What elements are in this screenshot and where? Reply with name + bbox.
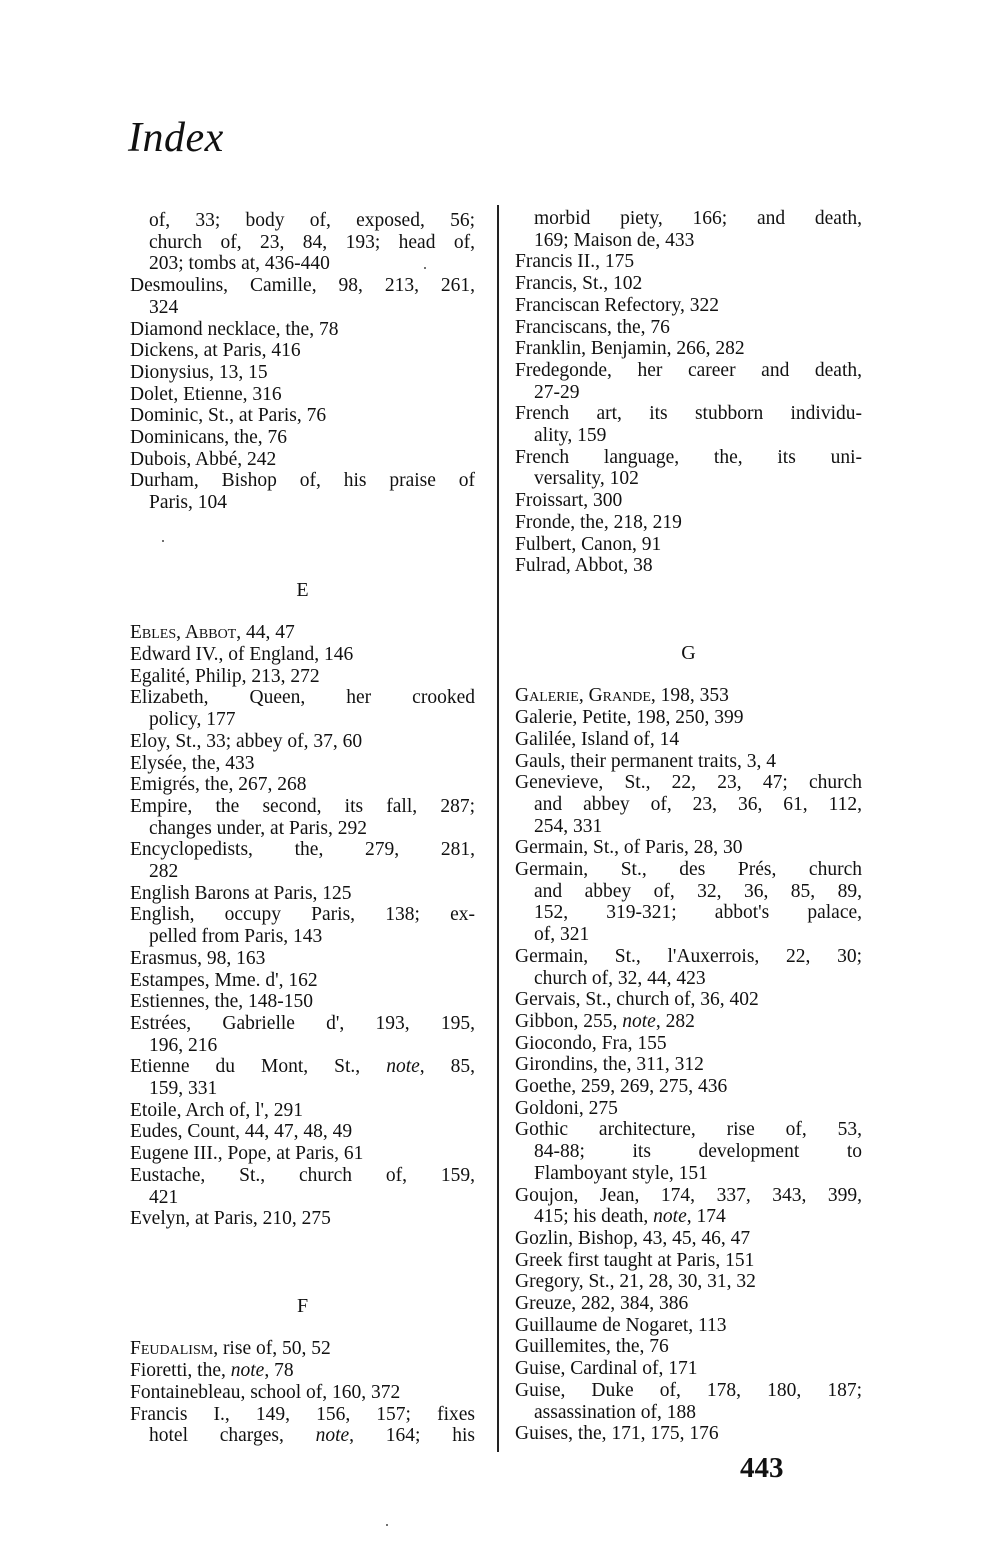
entry-text: Gibbon, 255, — [515, 1010, 623, 1032]
index-entry-line — [130, 405, 475, 427]
index-entry-line — [149, 1187, 475, 1209]
index-entry-line — [130, 796, 475, 818]
entry-text: Guises, the, 171, 175, 176 — [515, 1423, 719, 1445]
index-entry-line — [130, 687, 475, 709]
index-entry-line — [149, 492, 475, 514]
entry-text: 169; Maison de, 433 — [534, 229, 695, 251]
small-caps-term: Ebles, Abbot — [130, 622, 237, 644]
entry-text: Etoile, Arch of, l', 291 — [130, 1099, 304, 1121]
entry-text: 415; his death, — [534, 1206, 654, 1228]
entry-text: Durham, Bishop of, his praise of — [130, 470, 475, 492]
entry-text: Gauls, their permanent traits, 3, 4 — [515, 750, 777, 772]
entry-text: church of, 23, 84, 193; head of, — [149, 231, 475, 253]
index-entry-line — [130, 904, 475, 926]
entry-text: pelled from Paris, 143 — [149, 926, 323, 948]
page-number: 443 — [740, 1452, 784, 1484]
index-entry-line — [534, 881, 862, 903]
index-entry-line — [130, 883, 475, 905]
entry-text: Fontainebleau, school of, 160, 372 — [130, 1381, 401, 1403]
entry-text: and abbey of, 23, 36, 61, 112, — [534, 793, 862, 815]
entry-text: , rise of, 50, 52 — [213, 1338, 331, 1360]
index-entry-line — [515, 1054, 862, 1076]
entry-text: Fioretti, the, — [130, 1360, 231, 1382]
entry-text: Francis, St., 102 — [515, 273, 643, 295]
index-entry-line — [130, 970, 475, 992]
index-entry-line — [515, 1423, 862, 1445]
index-entry-line — [130, 622, 475, 644]
entry-text: Encyclopedists, the, 279, 281, — [130, 839, 475, 861]
entry-text: English, occupy Paris, 138; ex- — [130, 904, 475, 926]
index-entry-line — [130, 753, 475, 775]
index-entry-line — [130, 427, 475, 449]
index-entry-line — [515, 295, 862, 317]
entry-text: Giocondo, Fra, 155 — [515, 1032, 667, 1054]
entry-text: Fredegonde, her career and death, — [515, 359, 862, 381]
index-entry-line — [149, 297, 475, 319]
index-entry-line — [130, 449, 475, 471]
entry-text: Dolet, Etienne, 316 — [130, 383, 282, 405]
entry-text: Germain, St., of Paris, 28, 30 — [515, 837, 743, 859]
entry-text: Eudes, Count, 44, 47, 48, 49 — [130, 1121, 353, 1143]
entry-text: Guillaume de Nogaret, 113 — [515, 1314, 727, 1336]
small-caps-term: Feudalism — [130, 1338, 214, 1360]
entry-text: Etienne du Mont, St., — [130, 1056, 387, 1078]
index-entry-line — [534, 1402, 862, 1424]
index-entry-line — [515, 946, 862, 968]
italic-note: note — [386, 1056, 420, 1078]
italic-note: note — [622, 1010, 656, 1032]
index-entry-line — [534, 382, 862, 404]
entry-text: E — [296, 578, 309, 601]
entry-text: Eugene III., Pope, at Paris, 61 — [130, 1143, 364, 1165]
entry-text: Germain, St., l'Auxerrois, 22, 30; — [515, 945, 862, 967]
section-letter-heading — [130, 579, 475, 601]
entry-text: Franciscans, the, 76 — [515, 316, 670, 338]
entry-text: , 282 — [655, 1010, 695, 1032]
index-entry-line — [515, 1228, 862, 1250]
entry-text: Gervais, St., church of, 36, 402 — [515, 989, 759, 1011]
index-entry-line — [130, 1056, 475, 1078]
entry-text: 324 — [149, 296, 179, 318]
index-entry-line — [130, 644, 475, 666]
index-entry-line — [149, 253, 475, 275]
index-entry-line — [515, 1336, 862, 1358]
entry-text: , 198, 353 — [650, 685, 729, 707]
entry-text: Dominic, St., at Paris, 76 — [130, 405, 327, 427]
entry-text: G — [681, 642, 696, 664]
entry-text: of, 33; body of, exposed, 56; — [149, 210, 475, 231]
entry-text: , 164; his — [349, 1425, 475, 1447]
entry-text: Paris, 104 — [149, 492, 227, 514]
entry-text: Eloy, St., 33; abbey of, 37, 60 — [130, 730, 363, 752]
index-entry-line — [130, 1382, 475, 1404]
index-entry-line — [534, 1163, 862, 1185]
index-entry-line — [130, 1121, 475, 1143]
entry-text: Dubois, Abbé, 242 — [130, 448, 277, 470]
index-entry-line — [515, 729, 862, 751]
index-entry-line — [130, 1143, 475, 1165]
index-entry-line — [515, 989, 862, 1011]
index-entry-line — [515, 772, 862, 794]
entry-text: Erasmus, 98, 163 — [130, 947, 266, 969]
entry-text: Dionysius, 13, 15 — [130, 361, 268, 383]
index-entry-line — [149, 709, 475, 731]
entry-text: 27-29 — [534, 381, 580, 403]
entry-text: hotel charges, — [149, 1425, 316, 1447]
entry-text: changes under, at Paris, 292 — [149, 817, 367, 839]
index-entry-line — [534, 902, 862, 924]
index-entry-line — [515, 403, 862, 425]
index-entry-line — [130, 731, 475, 753]
entry-text: Gozlin, Bishop, 43, 45, 46, 47 — [515, 1227, 751, 1249]
index-entry-line — [130, 1338, 475, 1360]
index-entry-line — [515, 251, 862, 273]
index-entry-line — [149, 210, 475, 232]
entry-text: church of, 32, 44, 423 — [534, 967, 706, 989]
speck — [162, 540, 164, 542]
index-entry-line — [515, 555, 862, 577]
entry-text: morbid piety, 166; and death, — [534, 208, 862, 229]
entry-text: Gregory, St., 21, 28, 30, 31, 32 — [515, 1271, 756, 1293]
page-title: Index — [128, 115, 224, 161]
entry-text: F — [296, 1295, 309, 1317]
index-entry-line — [515, 273, 862, 295]
index-entry-line — [534, 468, 862, 490]
entry-text: Guillemites, the, 76 — [515, 1336, 669, 1358]
entry-text: Elysée, the, 433 — [130, 752, 255, 774]
entry-text: Fulbert, Canon, 91 — [515, 533, 662, 555]
index-entry-line — [515, 1358, 862, 1380]
entry-text: Diamond necklace, the, 78 — [130, 318, 339, 340]
entry-text: , 44, 47 — [236, 622, 295, 644]
index-entry-line — [149, 1425, 475, 1447]
entry-text: policy, 177 — [149, 709, 236, 731]
index-entry-line — [515, 1098, 862, 1120]
index-entry-line — [515, 1293, 862, 1315]
index-entry-line — [149, 232, 475, 254]
entry-text: versality, 102 — [534, 468, 639, 490]
small-caps-term: Galerie, Grande — [515, 685, 651, 707]
entry-text: Galilée, Island of, 14 — [515, 728, 680, 750]
index-entry-line — [130, 774, 475, 796]
entry-text: Dickens, at Paris, 416 — [130, 340, 301, 362]
entry-text: 152, 319-321; abbot's palace, — [534, 902, 862, 924]
entry-text: 254, 331 — [534, 815, 603, 837]
index-entry-line — [130, 1165, 475, 1187]
entry-text: Germain, St., des Prés, church — [515, 859, 862, 880]
entry-text: 196, 216 — [149, 1034, 218, 1056]
index-entry-line — [534, 924, 862, 946]
index-entry-line — [515, 1380, 862, 1402]
entry-text: Fulrad, Abbot, 38 — [515, 555, 653, 577]
entry-text: Galerie, Petite, 198, 250, 399 — [515, 707, 744, 729]
index-entry-line — [149, 818, 475, 840]
entry-text: , 78 — [264, 1360, 294, 1382]
entry-text: Francis II., 175 — [515, 251, 635, 273]
index-entry-line — [515, 490, 862, 512]
entry-text: ality, 159 — [534, 425, 607, 446]
index-entry-line — [130, 319, 475, 341]
index-entry-line — [130, 1404, 475, 1426]
index-entry-line — [515, 1315, 862, 1337]
index-entry-line — [515, 1076, 862, 1098]
entry-text: 203; tombs at, 436-440 — [149, 253, 330, 275]
entry-text: French art, its stubborn individu- — [515, 403, 862, 425]
entry-text: Goldoni, 275 — [515, 1097, 618, 1119]
index-entry-line — [515, 859, 862, 881]
entry-text: French language, the, its uni- — [515, 446, 862, 468]
entry-text: Eustache, St., church of, 159, — [130, 1164, 475, 1186]
section-letter-heading — [130, 1295, 475, 1317]
index-entry-line — [515, 685, 862, 707]
entry-text: 84-88; its development to — [534, 1141, 862, 1163]
entry-text: of, 321 — [534, 924, 590, 946]
index-entry-line — [130, 470, 475, 492]
entry-text: Guise, Cardinal of, 171 — [515, 1358, 698, 1380]
entry-text: Franciscan Refectory, 322 — [515, 294, 719, 316]
entry-text: Francis I., 149, 156, 157; fixes — [130, 1403, 475, 1425]
index-entry-line — [149, 1078, 475, 1100]
index-entry-line — [130, 666, 475, 688]
entry-text: Emigrés, the, 267, 268 — [130, 774, 307, 796]
index-entry-line — [149, 926, 475, 948]
index-entry-line — [515, 447, 862, 469]
index-entry-line — [515, 1033, 862, 1055]
entry-text: Genevieve, St., 22, 23, 47; church — [515, 772, 862, 794]
entry-text: Egalité, Philip, 213, 272 — [130, 665, 320, 687]
index-entry-line — [515, 317, 862, 339]
index-entry-line — [515, 707, 862, 729]
entry-text: Dominicans, the, 76 — [130, 427, 288, 448]
index-entry-line — [534, 230, 862, 252]
index-entry-line — [515, 338, 862, 360]
entry-text: 421 — [149, 1186, 179, 1208]
entry-text: English Barons at Paris, 125 — [130, 882, 352, 904]
index-entry-line — [515, 837, 862, 859]
index-entry-line — [130, 340, 475, 362]
italic-note: note — [653, 1206, 687, 1228]
entry-text: Guise, Duke of, 178, 180, 187; — [515, 1379, 862, 1401]
entry-text: and abbey of, 32, 36, 85, 89, — [534, 880, 862, 902]
index-entry-line — [149, 1035, 475, 1057]
entry-text: Evelyn, at Paris, 210, 275 — [130, 1208, 331, 1230]
index-entry-line — [130, 275, 475, 297]
index-entry-line — [130, 1208, 475, 1230]
entry-text: Estiennes, the, 148-150 — [130, 991, 314, 1013]
index-entry-line — [515, 1119, 862, 1141]
index-entry-line — [130, 839, 475, 861]
entry-text: Desmoulins, Camille, 98, 213, 261, — [130, 275, 475, 297]
entry-text: Girondins, the, 311, 312 — [515, 1054, 704, 1076]
column-divider — [497, 205, 499, 1452]
entry-text: Flamboyant style, 151 — [534, 1162, 708, 1184]
index-entry-line — [534, 425, 862, 447]
entry-text: Goethe, 259, 269, 275, 436 — [515, 1076, 728, 1097]
index-entry-line — [130, 991, 475, 1013]
index-entry-line — [534, 794, 862, 816]
index-entry-line — [130, 362, 475, 384]
index-entry-line — [130, 1013, 475, 1035]
italic-note: note — [230, 1360, 265, 1382]
index-entry-line — [515, 360, 862, 382]
italic-note: note — [315, 1425, 350, 1447]
entry-text: 159, 331 — [149, 1078, 218, 1099]
index-entry-line — [534, 1206, 862, 1228]
entry-text: , 85, — [419, 1056, 476, 1078]
entry-text: 282 — [149, 861, 179, 882]
index-entry-line — [149, 861, 475, 883]
entry-text: assassination of, 188 — [534, 1401, 696, 1423]
index-entry-line — [515, 751, 862, 773]
entry-text: Goujon, Jean, 174, 337, 343, 399, — [515, 1184, 862, 1206]
entry-text: Elizabeth, Queen, her crooked — [130, 687, 475, 709]
entry-text: Fronde, the, 218, 219 — [515, 511, 682, 533]
entry-text: Greek first taught at Paris, 151 — [515, 1249, 755, 1271]
index-entry-line — [534, 968, 862, 990]
index-entry-line — [130, 384, 475, 406]
section-letter-heading — [515, 642, 862, 664]
entry-text: Gothic architecture, rise of, 53, — [515, 1119, 862, 1141]
index-entry-line — [534, 816, 862, 838]
index-entry-line — [534, 208, 862, 230]
entry-text: Estampes, Mme. d', 162 — [130, 969, 318, 991]
entry-text: Estrées, Gabrielle d', 193, 195, — [130, 1012, 475, 1034]
index-entry-line — [515, 1250, 862, 1272]
entry-text: , 174 — [686, 1206, 726, 1228]
index-entry-line — [130, 1360, 475, 1382]
index-entry-line — [130, 948, 475, 970]
entry-text: Franklin, Benjamin, 266, 282 — [515, 338, 745, 360]
index-entry-line — [515, 1271, 862, 1293]
entry-text: Empire, the second, its fall, 287; — [130, 795, 475, 817]
index-entry-line — [515, 1185, 862, 1207]
entry-text: Froissart, 300 — [515, 490, 623, 512]
index-entry-line — [534, 1141, 862, 1163]
index-entry-line — [515, 512, 862, 534]
index-entry-line — [130, 1100, 475, 1122]
index-entry-line — [515, 534, 862, 556]
entry-text: Greuze, 282, 384, 386 — [515, 1293, 689, 1314]
index-entry-line — [515, 1011, 862, 1033]
entry-text: Edward IV., of England, 146 — [130, 644, 354, 665]
speck — [424, 267, 426, 269]
speck — [386, 1524, 388, 1526]
